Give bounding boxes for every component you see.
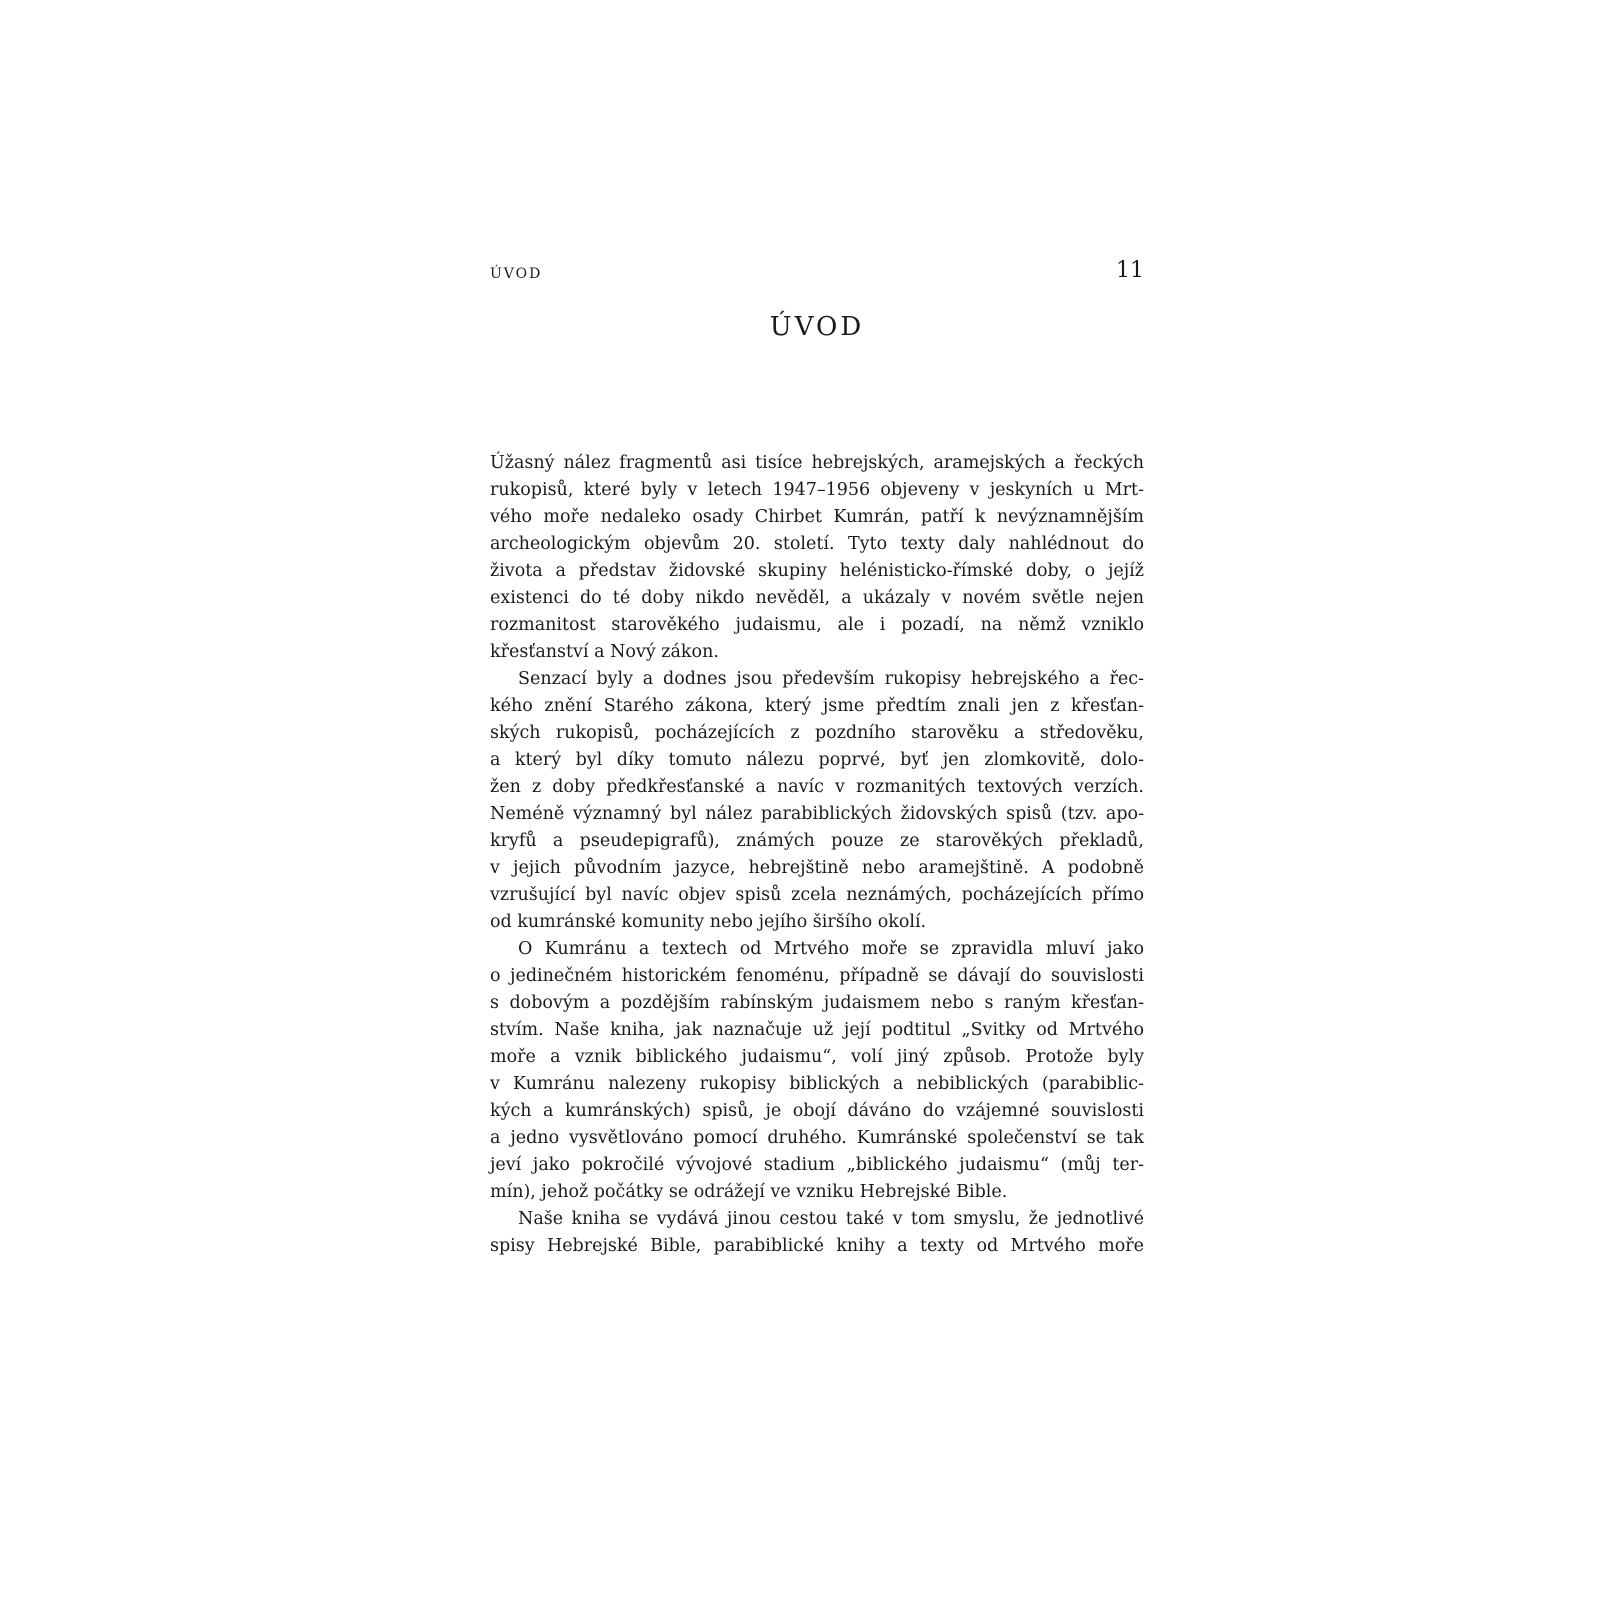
text-line: s dobovým a pozdějším rabínským judaismem nebo s raným křesťan- [490, 993, 1144, 1013]
body-text [490, 450, 1144, 1260]
text-line: Naše kniha se vydává jinou cestou také v tom smyslu, že jednotlivé [518, 1209, 1144, 1229]
text-line: života a představ židovské skupiny helénisticko-římské doby, o jejíž [490, 561, 1144, 581]
text-line: Úžasný nález fragmentů asi tisíce hebrejských, aramejských a řeckých [490, 453, 1144, 473]
text-line: žen z doby předkřesťanské a navíc v rozmanitých textových verzích. [490, 777, 1144, 797]
running-head: ÚVOD [490, 266, 543, 282]
text-line: kryfů a pseudepigrafů), známých pouze ze starověkých překladů, [490, 831, 1144, 851]
text-line: rozmanitost starověkého judaismu, ale i pozadí, na němž vzniklo [490, 615, 1144, 635]
text-line: křesťanství a Nový zákon. [490, 642, 719, 662]
text-line: v Kumránu nalezeny rukopisy biblických a nebiblických (parabiblic- [490, 1074, 1144, 1094]
text-line: ských rukopisů, pocházejících z pozdního starověku a středověku, [490, 723, 1144, 743]
text-line: v jejich původním jazyce, hebrejštině nebo aramejštině. A podobně [490, 858, 1144, 878]
text-line: mín), jehož počátky se odrážejí ve vzniku Hebrejské Bible. [490, 1182, 1008, 1202]
text-line: existenci do té doby nikdo nevěděl, a ukázaly v novém světle nejen [490, 588, 1144, 608]
page-number: 11 [1116, 258, 1144, 283]
text-line: vzrušující byl navíc objev spisů zcela neznámých, pocházejících přímo [490, 885, 1144, 905]
text-line: vého moře nedaleko osady Chirbet Kumrán, patří k nevýznamnějším [490, 507, 1144, 527]
text-line: Neméně významný byl nález parabiblických židovských spisů (tzv. apo- [490, 804, 1144, 824]
text-line: kého znění Starého zákona, který jsme předtím znali jen z křesťan- [490, 696, 1144, 716]
text-line: a který byl díky tomuto nálezu poprvé, byť jen zlomkovitě, dolo- [490, 750, 1144, 770]
text-line: spisy Hebrejské Bible, parabiblické knihy a texty od Mrtvého moře [490, 1236, 1144, 1256]
text-line: jeví jako pokročilé vývojové stadium „biblického judaismu“ (můj ter- [490, 1155, 1144, 1175]
text-line: a jedno vysvětlováno pomocí druhého. Kumránské společenství se tak [490, 1128, 1144, 1148]
chapter-title: ÚVOD [769, 312, 865, 342]
text-line: rukopisů, které byly v letech 1947–1956 objeveny v jeskyních u Mrt- [490, 480, 1144, 500]
text-line: O Kumránu a textech od Mrtvého moře se zpravidla mluví jako [518, 939, 1144, 959]
text-line: kých a kumránských) spisů, je obojí dáváno do vzájemné souvislosti [490, 1101, 1144, 1121]
text-line: Senzací byly a dodnes jsou především rukopisy hebrejského a řec- [518, 669, 1144, 689]
text-line: archeologickým objevům 20. století. Tyto texty daly nahlédnout do [490, 534, 1144, 554]
text-line: moře a vznik biblického judaismu“, volí jiný způsob. Protože byly [490, 1047, 1144, 1067]
text-line: o jedinečném historickém fenoménu, případně se dávají do souvislosti [490, 966, 1144, 986]
text-line: stvím. Naše kniha, jak naznačuje už její podtitul „Svitky od Mrtvého [490, 1020, 1144, 1040]
text-line: od kumránské komunity nebo jejího širšího okolí. [490, 912, 927, 932]
